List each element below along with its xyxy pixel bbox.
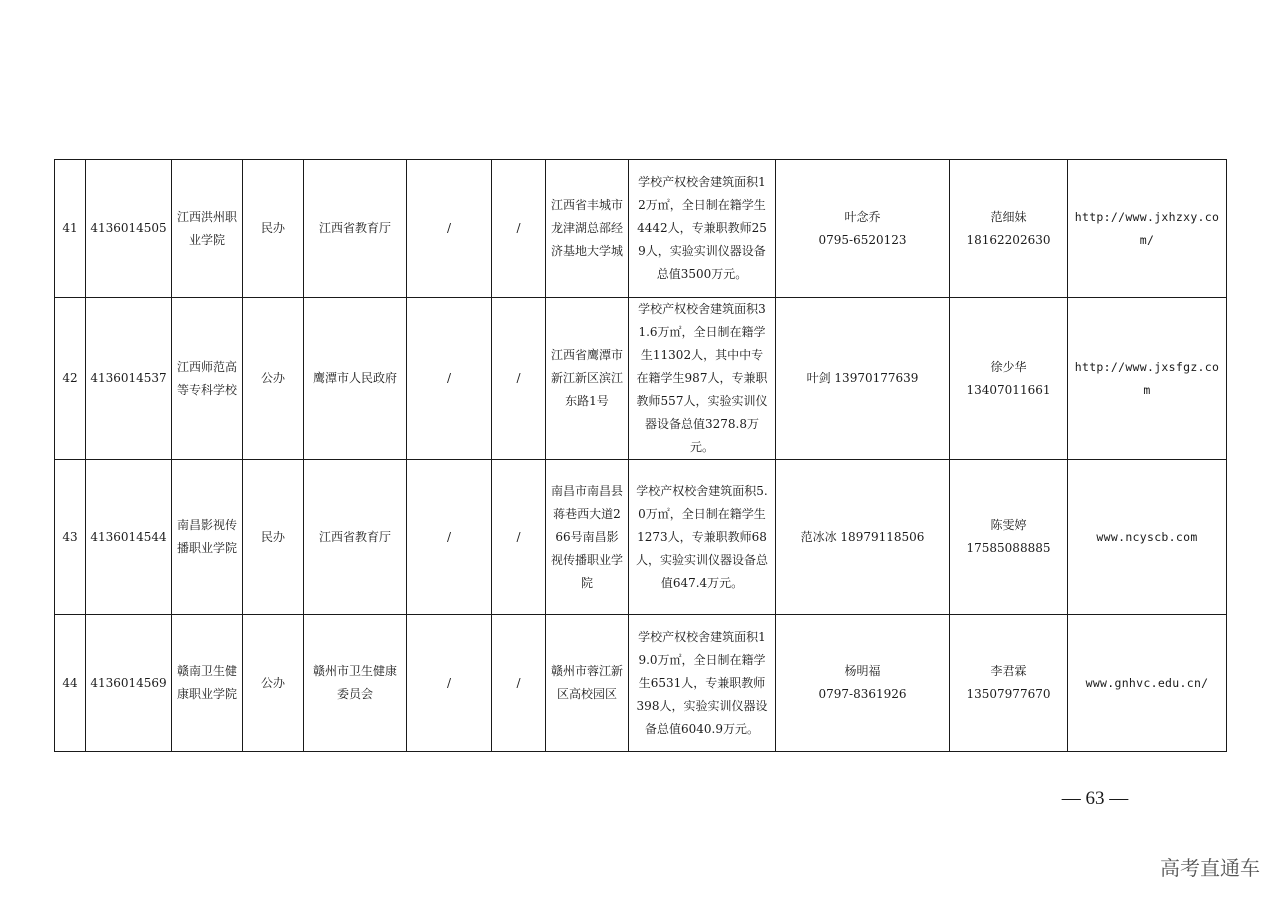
school-name: 江西洪州职业学院 bbox=[172, 160, 243, 298]
legal-rep-name: 范冰冰 bbox=[800, 529, 837, 544]
school-conditions: 学校产权校舍建筑面积12万㎡，全日制在籍学生4442人，专兼职教师259人，实验实训仪器设备总值3500万元。 bbox=[629, 160, 776, 298]
authority: 江西省教育厅 bbox=[304, 160, 407, 298]
legal-rep-phone: 18979118506 bbox=[840, 529, 925, 544]
slash-cell: / bbox=[492, 615, 546, 752]
contact-name: 范细妹 bbox=[990, 209, 1027, 224]
page-number: — 63 — bbox=[1061, 788, 1129, 809]
slash-cell: / bbox=[492, 160, 546, 298]
authority: 鹰潭市人民政府 bbox=[304, 298, 407, 460]
school-name: 江西师范高等专科学校 bbox=[172, 298, 243, 460]
school-info-table bbox=[54, 159, 1227, 752]
authority: 江西省教育厅 bbox=[304, 460, 407, 615]
legal-rep-name: 杨明福 bbox=[844, 664, 881, 678]
school-website: http://www.jxsfgz.com bbox=[1068, 298, 1227, 460]
table-row bbox=[55, 160, 1227, 298]
slash-cell: / bbox=[407, 298, 492, 460]
slash-cell: / bbox=[492, 298, 546, 460]
row-number: 41 bbox=[55, 160, 86, 298]
legal-rep-phone: 0795-6520123 bbox=[818, 232, 907, 247]
contact-name: 陈雯婷 bbox=[990, 518, 1027, 532]
legal-representative bbox=[776, 615, 950, 752]
contact-name: 徐少华 bbox=[990, 359, 1027, 374]
school-type: 公办 bbox=[243, 615, 304, 752]
school-address: 江西省鹰潭市新江新区滨江东路1号 bbox=[546, 298, 629, 460]
contact-phone: 13407011661 bbox=[966, 382, 1051, 397]
school-type: 民办 bbox=[243, 460, 304, 615]
legal-representative bbox=[776, 160, 950, 298]
slash-cell: / bbox=[492, 460, 546, 615]
row-number: 44 bbox=[55, 615, 86, 752]
slash-cell: / bbox=[407, 460, 492, 615]
authority: 赣州市卫生健康委员会 bbox=[304, 615, 407, 752]
row-number: 42 bbox=[55, 298, 86, 460]
contact-person bbox=[950, 160, 1068, 298]
school-conditions: 学校产权校舍建筑面积31.6万㎡，全日制在籍学生11302人，其中中专在籍学生987人，专兼职教师557人，实验实训仪器设备总值3278.8万元。 bbox=[629, 298, 776, 460]
table-row bbox=[55, 460, 1227, 615]
contact-phone: 17585088885 bbox=[966, 541, 1051, 555]
school-website: http://www.jxhzxy.com/ bbox=[1068, 160, 1227, 298]
school-type: 民办 bbox=[243, 160, 304, 298]
school-type: 公办 bbox=[243, 298, 304, 460]
school-name: 赣南卫生健康职业学院 bbox=[172, 615, 243, 752]
watermark-text: 高考直通车 bbox=[1160, 856, 1260, 880]
contact-person bbox=[950, 615, 1068, 752]
legal-representative bbox=[776, 298, 950, 460]
school-code: 4136014569 bbox=[86, 615, 172, 752]
school-name: 南昌影视传播职业学院 bbox=[172, 460, 243, 615]
slash-cell: / bbox=[407, 615, 492, 752]
legal-representative bbox=[776, 460, 950, 615]
school-address: 南昌市南昌县蒋巷西大道266号南昌影视传播职业学院 bbox=[546, 460, 629, 615]
school-address: 江西省丰城市龙津湖总部经济基地大学城 bbox=[546, 160, 629, 298]
legal-rep-phone: 0797-8361926 bbox=[818, 687, 907, 701]
contact-phone: 18162202630 bbox=[966, 232, 1051, 247]
contact-person bbox=[950, 298, 1068, 460]
slash-cell: / bbox=[407, 160, 492, 298]
school-code: 4136014505 bbox=[86, 160, 172, 298]
school-address: 赣州市蓉江新区高校园区 bbox=[546, 615, 629, 752]
school-website: www.ncyscb.com bbox=[1068, 460, 1227, 615]
legal-rep-name: 叶念乔 bbox=[844, 209, 881, 224]
school-conditions: 学校产权校舍建筑面积5.0万㎡，全日制在籍学生1273人，专兼职教师68人，实验实训仪器设备总值647.4万元。 bbox=[629, 460, 776, 615]
legal-rep-phone: 13970177639 bbox=[834, 371, 919, 385]
contact-phone: 13507977670 bbox=[966, 687, 1051, 701]
table-row bbox=[55, 298, 1227, 460]
school-website: www.gnhvc.edu.cn/ bbox=[1068, 615, 1227, 752]
legal-rep-name: 叶剑 bbox=[806, 371, 831, 385]
table-row bbox=[55, 615, 1227, 752]
contact-name: 李君霖 bbox=[990, 664, 1027, 678]
contact-person bbox=[950, 460, 1068, 615]
school-code: 4136014537 bbox=[86, 298, 172, 460]
school-conditions: 学校产权校舍建筑面积19.0万㎡，全日制在籍学生6531人，专兼职教师398人，实验实训仪器设备总值6040.9万元。 bbox=[629, 615, 776, 752]
school-code: 4136014544 bbox=[86, 460, 172, 615]
row-number: 43 bbox=[55, 460, 86, 615]
